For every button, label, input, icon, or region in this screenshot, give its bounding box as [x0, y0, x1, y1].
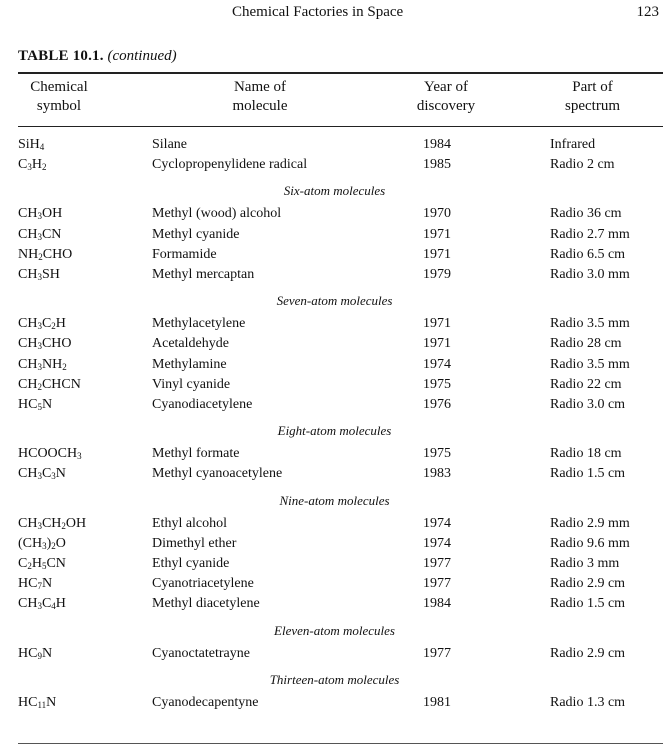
- column-header-line: discovery: [416, 98, 476, 114]
- table-row: [0, 536, 669, 554]
- table-row: [0, 446, 669, 464]
- column-header-line: Chemical: [30, 79, 88, 95]
- discovery-year: 1971: [423, 246, 451, 262]
- molecule-name: Vinyl cyanide: [152, 376, 231, 392]
- molecule-name: Ethyl alcohol: [152, 515, 228, 531]
- chemical-symbol: SiH$_4$: [18, 137, 45, 152]
- column-header-line: symbol: [36, 98, 82, 114]
- table-row: [0, 377, 669, 395]
- column-header-line: Part of: [572, 79, 613, 95]
- table-row: [0, 466, 669, 484]
- chemical-symbol: $CH_3C_2H$: [18, 316, 66, 332]
- section-heading: Nine-atom molecules: [279, 492, 390, 508]
- discovery-year: 1977: [423, 645, 451, 661]
- spectrum-part: Radio 2.9 cm: [550, 576, 626, 592]
- table-row: [0, 576, 669, 594]
- table-row: [0, 227, 669, 245]
- table-row: [0, 596, 669, 614]
- table-row: [0, 357, 669, 375]
- chemical-symbol: $HC_9N$: [18, 645, 53, 661]
- spectrum-part: Radio 3 mm: [550, 556, 620, 571]
- column-header-line: Name of: [233, 79, 287, 95]
- table-row: [0, 695, 669, 713]
- spectrum-part: Radio 3.5 mm: [550, 356, 630, 372]
- chemical-symbol: $HCOOCH_3$: [18, 446, 82, 462]
- discovery-year: 1977: [423, 576, 451, 592]
- spectrum-part: Radio 36 cm: [550, 206, 622, 222]
- column-header-line: molecule: [232, 98, 288, 114]
- chemical-symbol: $CH_3C_4H$: [18, 596, 66, 612]
- molecule-name: Cyanoctatetrayne: [152, 645, 250, 661]
- section-heading: Thirteen-atom molecules: [269, 671, 400, 687]
- chemical-symbol: $C_2H_5CN$: [18, 556, 66, 571]
- chemical-symbol: $CH_3SH$: [18, 267, 60, 282]
- running-title: Chemical Factories in Space: [232, 4, 404, 20]
- spectrum-part: Radio 1.3 cm: [550, 694, 626, 710]
- discovery-year: 1976: [423, 397, 451, 412]
- spectrum-part: Radio 1.5 cm: [550, 466, 626, 482]
- discovery-year: 1984: [423, 596, 451, 612]
- table-row: [0, 336, 669, 354]
- spectrum-part: Radio 2.7 mm: [550, 226, 630, 242]
- column-header-line: Year of: [424, 79, 468, 95]
- table-row: [0, 137, 669, 155]
- discovery-year: 1971: [423, 336, 451, 352]
- spectrum-part: Radio 3.0 cm: [550, 397, 626, 412]
- chemical-symbol: $C_3H_2$: [18, 157, 47, 173]
- spectrum-part: Infrared: [550, 137, 596, 152]
- molecule-name: Ethyl cyanide: [152, 556, 230, 571]
- table-row: [0, 556, 669, 574]
- column-header-line: spectrum: [565, 98, 620, 114]
- chemical-symbol: $CH_3CN$: [18, 226, 62, 242]
- chemical-symbol: $HC_{11}N$: [18, 694, 57, 710]
- discovery-year: 1979: [423, 267, 451, 282]
- spectrum-part: Radio 2.9 cm: [550, 645, 626, 661]
- table-row: [0, 206, 669, 224]
- spectrum-part: Radio 3.5 mm: [550, 316, 630, 332]
- table-bottom-rule: [18, 743, 663, 744]
- molecule-name: Acetaldehyde: [152, 336, 229, 352]
- discovery-year: 1975: [423, 446, 451, 462]
- molecule-name: Methyl (wood) alcohol: [152, 206, 282, 222]
- discovery-year: 1970: [423, 206, 451, 222]
- table-row: [0, 267, 669, 285]
- chemical-symbol: $CH_3C_3N$: [18, 466, 66, 482]
- section-heading: Six-atom molecules: [283, 183, 386, 199]
- molecule-name: Formamide: [152, 246, 217, 262]
- chemical-symbol: $HC_7N$: [18, 576, 53, 592]
- discovery-year: 1981: [423, 694, 451, 710]
- discovery-year: 1985: [423, 157, 451, 173]
- molecule-name: Methyl formate: [152, 446, 240, 462]
- table-row: [0, 316, 669, 334]
- chemical-symbol: $HC_5N$: [18, 397, 53, 412]
- table-caption-label: TABLE 10.1.: [18, 48, 104, 64]
- molecule-name: Methyl cyanide: [152, 226, 240, 242]
- spectrum-part: Radio 2 cm: [550, 157, 615, 173]
- chemical-symbol: $(CH_3)_2O$: [18, 535, 66, 551]
- chemical-symbol: $CH_3CH_2OH$: [18, 515, 87, 531]
- chemical-symbol: $CH_3OH$: [18, 206, 63, 222]
- molecule-name: Cyanodiacetylene: [152, 397, 253, 412]
- chemical-symbol: $CH_3CHO$: [18, 336, 72, 352]
- table-row: [0, 516, 669, 534]
- discovery-year: 1984: [423, 137, 451, 152]
- spectrum-part: Radio 28 cm: [550, 336, 622, 352]
- discovery-year: 1971: [423, 316, 451, 332]
- section-heading: Eight-atom molecules: [277, 423, 392, 439]
- section-heading: Eleven-atom molecules: [274, 622, 395, 638]
- spectrum-part: Radio 3.0 mm: [550, 267, 630, 282]
- discovery-year: 1974: [423, 535, 451, 551]
- page-number: 123: [636, 4, 659, 20]
- discovery-year: 1974: [423, 515, 451, 531]
- spectrum-part: Radio 1.5 cm: [550, 596, 626, 612]
- table-row: [0, 157, 669, 175]
- chemical-symbol: $CH_2CHCN$: [18, 376, 81, 392]
- discovery-year: 1977: [423, 556, 451, 571]
- spectrum-part: Radio 18 cm: [550, 446, 622, 462]
- table-row: [0, 397, 669, 415]
- molecule-name: Dimethyl ether: [152, 535, 237, 551]
- chemical-symbol: $CH_3NH_2$: [18, 356, 67, 372]
- spectrum-part: Radio 2.9 mm: [550, 515, 630, 531]
- molecule-name: Cyanodecapentyne: [152, 694, 259, 710]
- molecule-name: Cyclopropenylidene radical: [152, 157, 308, 173]
- discovery-year: 1975: [423, 376, 451, 392]
- table-caption-note: (continued): [107, 48, 177, 64]
- molecule-name: Methylamine: [152, 356, 227, 372]
- molecule-name: Methylacetylene: [152, 316, 246, 332]
- table-row: [0, 247, 669, 265]
- molecule-name: Methyl diacetylene: [152, 596, 260, 612]
- spectrum-part: Radio 9.6 mm: [550, 535, 630, 551]
- discovery-year: 1974: [423, 356, 451, 372]
- molecule-name: Silane: [152, 137, 187, 152]
- chemical-symbol: $NH_2CHO$: [18, 246, 73, 262]
- molecule-name: Cyanotriacetylene: [152, 576, 254, 592]
- spectrum-part: Radio 6.5 cm: [550, 246, 626, 262]
- molecule-name: Methyl cyanoacetylene: [152, 466, 283, 482]
- molecule-name: Methyl mercaptan: [152, 267, 255, 282]
- discovery-year: 1971: [423, 226, 451, 242]
- spectrum-part: Radio 22 cm: [550, 376, 622, 392]
- discovery-year: 1983: [423, 466, 451, 482]
- table-row: [0, 646, 669, 664]
- section-heading: Seven-atom molecules: [276, 293, 393, 309]
